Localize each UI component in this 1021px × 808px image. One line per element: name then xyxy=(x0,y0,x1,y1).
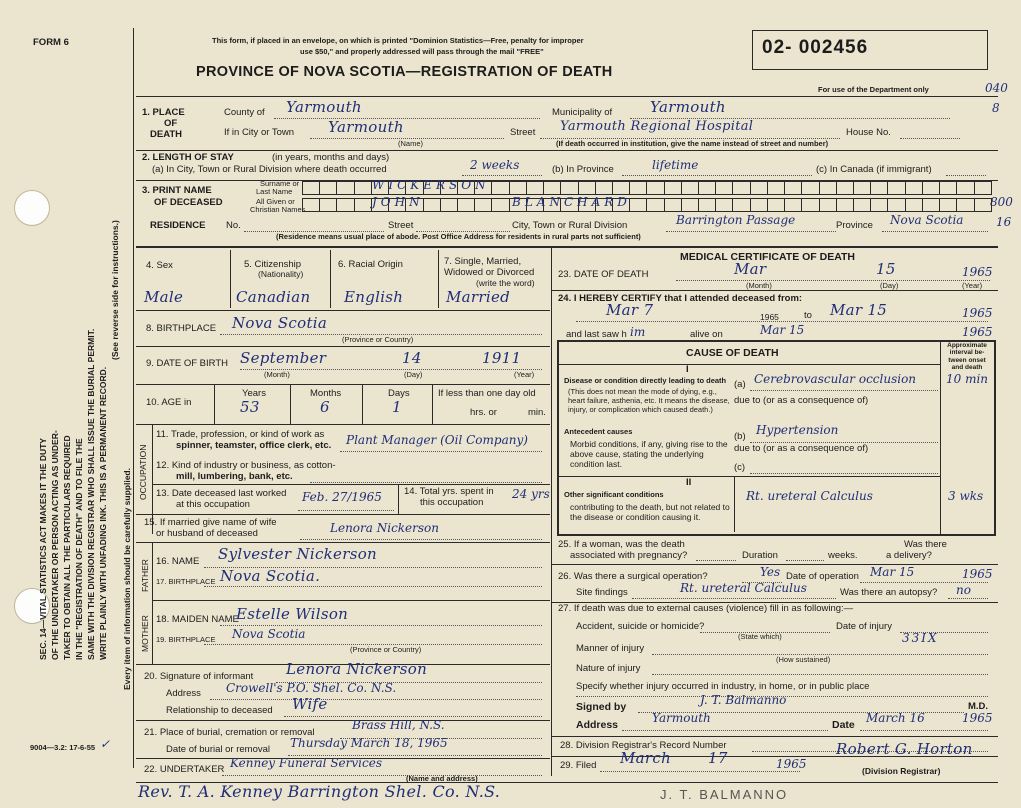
label-date-op: Date of operation xyxy=(786,571,859,582)
label-trade-2: spinner, teamster, office clerk, etc. xyxy=(176,440,332,451)
label-to: to xyxy=(804,310,812,321)
rule xyxy=(786,560,824,561)
value-last-worked: Feb. 27/1965 xyxy=(302,490,382,504)
label-residence-street: Street xyxy=(388,220,414,231)
label-disease-note: (This does not mean the mode of dying, e.g., heart failure, asthenia, etc. It means the disease, injury, or complication which caused death.) xyxy=(568,387,730,414)
value-signed-by: J. T. Balmanno xyxy=(700,693,787,707)
label-signed-by: Signed by xyxy=(576,701,627,713)
label-surname: Surname or xyxy=(260,179,300,188)
side-instruction-7: (See reverse side for instructions.) xyxy=(110,220,120,360)
label-other-significant: Other significant conditions xyxy=(564,490,664,499)
label-less-than-day: If less than one day old xyxy=(438,388,536,399)
value-date-b: March 16 xyxy=(866,711,925,725)
rule xyxy=(576,321,988,322)
rule xyxy=(632,598,836,599)
punch-hole xyxy=(14,190,50,226)
label-total-years: 14. Total yrs. spent in xyxy=(404,486,494,497)
side-instruction-2: OF THE UNDERTAKER OR PERSON ACTING AS UNDER- xyxy=(50,430,60,660)
label-age: 10. AGE in xyxy=(146,397,192,408)
value-stay-b: lifetime xyxy=(652,158,699,172)
label-industry: 12. Kind of industry or business, as cotton- xyxy=(156,460,336,471)
rule xyxy=(214,384,215,424)
label-state-which: (State which) xyxy=(738,632,782,641)
label-date-b: Date xyxy=(832,719,855,731)
value-trade: Plant Manager (Oil Company) xyxy=(346,433,528,447)
dept-code-3: 800 xyxy=(990,195,1013,209)
label-place-of-death: 1. PLACE xyxy=(142,107,185,118)
rule xyxy=(136,346,550,347)
rule xyxy=(948,598,988,599)
label-roman-2: II xyxy=(686,477,692,488)
value-date-b-year: 1965 xyxy=(962,711,993,725)
label-dob: 9. DATE OF BIRTH xyxy=(146,358,228,369)
value-spouse: Lenora Nickerson xyxy=(330,521,440,535)
value-age-months: 6 xyxy=(320,398,330,416)
value-manner-code: 33IX xyxy=(902,631,939,645)
residence-note: (Residence means usual place of abode. Post Office Address for residents in rural parts not sufficient) xyxy=(276,232,641,241)
value-address-b: Yarmouth xyxy=(652,711,711,725)
value-autopsy: no xyxy=(956,583,971,597)
rule xyxy=(666,231,836,232)
rule xyxy=(330,250,331,308)
label-print-name: 3. PRINT NAME xyxy=(142,185,212,196)
rule xyxy=(136,720,550,721)
value-marital: Married xyxy=(446,288,511,306)
label-antecedent-note: Morbid conditions, if any, giving rise to the above cause, stating the underlying condition last. xyxy=(570,439,728,470)
rule xyxy=(398,484,399,514)
rule xyxy=(274,118,540,119)
rule xyxy=(362,384,363,424)
side-instruction-1: SEC. 14—VITAL STATISTICS ACT MAKES IT THE DUTY xyxy=(38,438,48,660)
rule xyxy=(152,542,153,664)
dept-code-4: 16 xyxy=(996,215,1012,229)
side-instruction-5: SAME WITH THE DIVISION REGISTRAR WHO SHALL ISSUE THE BURIAL PERMIT. xyxy=(86,328,96,660)
value-other-interval: 3 wks xyxy=(948,489,984,503)
label-hrs: hrs. or xyxy=(470,407,497,418)
label-marital-2: Widowed or Divorced xyxy=(444,267,535,278)
label-birthplace: 8. BIRTHPLACE xyxy=(146,323,217,334)
rule xyxy=(136,150,998,151)
label-months: Months xyxy=(310,388,342,399)
label-prov-country-2: (Province or Country) xyxy=(350,645,422,654)
rule xyxy=(310,482,542,483)
value-dob-year: 1911 xyxy=(482,349,522,367)
label-sex: 4. Sex xyxy=(146,260,173,271)
cause-of-death-title: CAUSE OF DEATH xyxy=(686,347,779,359)
label-of-deceased: OF DECEASED xyxy=(154,197,223,208)
label-pregnancy-2: associated with pregnancy? xyxy=(570,550,688,561)
label-duration: Duration xyxy=(742,550,778,561)
bottom-note: Rev. T. A. Kenney Barrington Shel. Co. N.S. xyxy=(138,782,501,801)
tick-mark: ✓ xyxy=(100,737,111,751)
label-filed: 29. Filed xyxy=(560,760,597,771)
label-father-name: 16. NAME xyxy=(156,556,200,567)
label-burial-place: 21. Place of burial, cremation or removal xyxy=(144,727,315,738)
label-residence-province: Province xyxy=(836,220,873,231)
rule xyxy=(558,476,940,477)
label-length-sub: (in years, months and days) xyxy=(272,152,390,163)
rule xyxy=(152,600,550,601)
value-last-saw-h: im xyxy=(630,325,646,339)
value-city: Yarmouth xyxy=(328,118,404,136)
rule xyxy=(676,280,990,281)
label-length-of-stay: 2. LENGTH OF STAY xyxy=(142,152,234,163)
label-christian: Christian Names xyxy=(250,205,306,214)
label-address-b: Address xyxy=(576,719,619,731)
value-surgical: Yes xyxy=(760,565,781,579)
label-min: min. xyxy=(528,407,546,418)
label-marital: 7. Single, Married, xyxy=(444,256,522,267)
footer-code: 9004—3.2: 17-6-55 xyxy=(30,743,96,752)
value-cause-a-interval: 10 min xyxy=(946,372,989,386)
label-disease: Disease or condition directly leading to death xyxy=(564,376,727,385)
value-dob-month: September xyxy=(240,349,327,367)
value-informant-address: Crowell's P.O. Shel. Co. N.S. xyxy=(226,681,397,695)
label-name-address: (Name and address) xyxy=(406,774,478,783)
label-all-given: All Given or xyxy=(256,197,295,206)
value-res-province: Nova Scotia xyxy=(890,213,964,227)
rule xyxy=(340,451,542,452)
value-filed-year: 1965 xyxy=(776,757,807,771)
label-due-to-2: due to (or as a consequence of) xyxy=(734,443,869,454)
label-date-injury: Date of injury xyxy=(836,621,892,632)
value-county: Yarmouth xyxy=(286,98,362,116)
rule xyxy=(438,250,439,308)
value-surname: WICKERSON xyxy=(372,178,490,192)
label-of: OF xyxy=(164,118,178,129)
label-site-findings: Site findings xyxy=(576,587,628,598)
label-father-vertical: FATHER xyxy=(140,559,150,592)
label-autopsy: Was there an autopsy? xyxy=(840,587,938,598)
label-residence: RESIDENCE xyxy=(150,220,206,231)
rule xyxy=(552,736,998,737)
value-alive-year: 1965 xyxy=(962,325,993,339)
value-undertaker: Kenney Funeral Services xyxy=(230,756,382,770)
label-last-name: Last Name xyxy=(256,187,293,196)
rule xyxy=(940,340,941,534)
department-use: For use of the Department only xyxy=(818,85,929,94)
label-last-saw: and last saw h xyxy=(566,329,627,340)
label-division-registrar: (Division Registrar) xyxy=(862,766,941,776)
label-days: Days xyxy=(388,388,410,399)
value-attend-from-year: 1965 xyxy=(760,312,779,322)
value-age-days: 1 xyxy=(392,398,402,416)
dept-code-1: 040 xyxy=(985,81,1008,95)
value-birthplace: Nova Scotia xyxy=(232,314,328,332)
value-dod-month: Mar xyxy=(734,260,767,278)
value-citizenship: Canadian xyxy=(236,288,311,306)
label-stay-c: (c) In Canada (if immigrant) xyxy=(816,164,932,175)
value-findings: Rt. ureteral Calculus xyxy=(680,581,807,595)
rule xyxy=(284,716,542,717)
value-res-city: Barrington Passage xyxy=(676,213,796,227)
rule xyxy=(462,175,542,176)
medical-certificate-title: MEDICAL CERTIFICATE OF DEATH xyxy=(680,251,855,263)
label-mother-birthplace: 19. BIRTHPLACE xyxy=(156,635,216,644)
rule xyxy=(230,250,231,308)
value-burial-date: Thursday March 18, 1965 xyxy=(290,736,448,750)
label-county: County of xyxy=(224,107,265,118)
form-title: PROVINCE OF NOVA SCOTIA—REGISTRATION OF DEATH xyxy=(196,64,613,80)
rule xyxy=(220,625,542,626)
form-number: FORM 6 xyxy=(33,37,69,48)
rule xyxy=(136,542,550,543)
label-residence-city: City, Town or Rural Division xyxy=(512,220,628,231)
label-city-town: If in City or Town xyxy=(224,127,295,138)
rule xyxy=(204,586,542,587)
registration-number: 02- 002456 xyxy=(762,37,869,58)
value-registrar-signature: Robert G. Horton xyxy=(836,740,973,758)
label-approx-interval: Approximate interval be- tween onset and death xyxy=(947,342,987,372)
label-last-worked-2: at this occupation xyxy=(176,499,250,510)
rule xyxy=(136,246,998,248)
label-reg-record: 28. Division Registrar's Record Number xyxy=(560,740,727,751)
value-op-year: 1965 xyxy=(962,567,993,581)
value-alive-on: Mar 15 xyxy=(760,323,805,337)
rule xyxy=(300,539,542,540)
label-other-significant-note: contributing to the death, but not related to the disease or condition causing it. xyxy=(570,502,730,523)
label-date-of-death: 23. DATE OF DEATH xyxy=(558,269,649,280)
label-spouse: 15. If married give name of wife xyxy=(144,517,277,528)
label-relationship: Relationship to deceased xyxy=(166,705,273,716)
left-margin-rule xyxy=(133,28,134,768)
rule xyxy=(622,730,828,731)
label-last-worked: 13. Date deceased last worked xyxy=(156,488,287,499)
label-dod-month: (Month) xyxy=(746,281,772,290)
label-cause-c: (c) xyxy=(734,462,746,473)
value-municipality: Yarmouth xyxy=(650,98,726,116)
label-father-birthplace: 17. BIRTHPLACE xyxy=(156,577,216,586)
rule xyxy=(136,96,998,97)
label-residence-no: No. xyxy=(226,220,241,231)
label-delivery-2: a delivery? xyxy=(886,550,932,561)
label-occupation-vertical: OCCUPATION xyxy=(138,444,148,500)
label-mother-maiden: 18. MAIDEN NAME xyxy=(156,614,239,625)
label-cause-b: (b) xyxy=(734,431,746,442)
value-father-birthplace: Nova Scotia. xyxy=(220,567,321,585)
label-informant: 20. Signature of informant xyxy=(144,671,254,682)
value-informant: Lenora Nickerson xyxy=(286,660,428,678)
rule xyxy=(734,476,735,532)
side-instruction-6: WRITE PLAINLY WITH UNFADING INK. THIS IS A PERMANENT RECORD. xyxy=(98,366,108,660)
rule xyxy=(551,246,552,776)
label-house-no: House No. xyxy=(846,127,891,138)
label-md: M.D. xyxy=(968,701,989,712)
rule xyxy=(290,384,291,424)
rule xyxy=(860,730,988,731)
label-dod-year: (Year) xyxy=(962,281,983,290)
rule xyxy=(558,364,940,365)
label-cause-a: (a) xyxy=(734,379,746,390)
label-accident: Accident, suicide or homicide? xyxy=(576,621,705,632)
value-age-years: 53 xyxy=(240,398,260,416)
rule xyxy=(136,310,550,311)
rule xyxy=(946,175,986,176)
rule xyxy=(432,384,433,424)
label-weeks: weeks. xyxy=(828,550,858,561)
label-antecedent: Antecedent causes xyxy=(564,427,633,436)
label-external: 27. If death was due to external causes (violence) fill in as following:— xyxy=(558,603,854,614)
label-manner: Manner of injury xyxy=(576,643,645,654)
mailing-note-2: use $50," and properly addressed will pass through the mail "FREE" xyxy=(300,47,544,56)
value-stay-a: 2 weeks xyxy=(470,158,520,172)
value-total-years: 24 yrs xyxy=(512,487,550,501)
side-instruction-8: Every item of information should be carefully supplied. xyxy=(122,468,132,690)
rule xyxy=(152,484,550,485)
label-spouse-2: or husband of deceased xyxy=(156,528,258,539)
side-instruction-3: TAKER TO OBTAIN ALL THE PARTICULARS REQUIRED xyxy=(62,435,72,660)
rule xyxy=(900,138,960,139)
label-racial: 6. Racial Origin xyxy=(338,259,403,270)
label-mother-vertical: MOTHER xyxy=(140,615,150,652)
value-given-2: BLANCHARD xyxy=(512,195,631,209)
label-month: (Month) xyxy=(264,370,290,379)
rule xyxy=(750,390,938,391)
rule xyxy=(136,384,550,385)
value-attend-to-year: 1965 xyxy=(962,306,993,320)
dept-code-2: 8 xyxy=(992,101,1000,115)
label-roman-1: I xyxy=(686,364,689,375)
label-certify: 24. I HEREBY CERTIFY that I attended deceased from: xyxy=(558,293,803,304)
label-address: Address xyxy=(166,688,201,699)
value-sex: Male xyxy=(144,288,184,306)
value-cause-a: Cerebrovascular occlusion xyxy=(754,372,917,386)
value-mother-birthplace: Nova Scotia xyxy=(232,627,306,641)
rule xyxy=(222,775,542,776)
mailing-note-1: This form, if placed in an envelope, on which is printed "Dominion Statistics—Free, penalty for improper xyxy=(212,36,584,45)
value-burial-place: Brass Hill, N.S. xyxy=(352,718,445,732)
value-mother: Estelle Wilson xyxy=(236,605,349,623)
rule xyxy=(210,699,542,700)
value-attend-from: Mar 7 xyxy=(606,301,654,319)
value-given-1: JOHN xyxy=(372,195,424,209)
value-cause-b: Hypertension xyxy=(756,423,839,437)
side-instruction-4: IN THE "REGISTRATION OF DEATH" AND TO FILE THE xyxy=(74,438,84,660)
label-industry-2: mill, lumbering, bank, etc. xyxy=(176,471,293,482)
label-burial-date: Date of burial or removal xyxy=(166,744,271,755)
label-death: DEATH xyxy=(150,129,183,140)
value-date-op: Mar 15 xyxy=(870,565,915,579)
label-trade: 11. Trade, profession, or kind of work as xyxy=(156,429,325,440)
rule xyxy=(136,424,550,425)
bottom-name: J. T. BALMANNO xyxy=(660,787,789,802)
value-filed-day: 17 xyxy=(708,749,728,767)
label-dod-day: (Day) xyxy=(880,281,899,290)
rule xyxy=(652,674,988,675)
label-pregnancy: 25. If a woman, was the death xyxy=(558,539,685,550)
institution-note: (If death occurred in institution, give the name instead of street and number) xyxy=(556,139,829,148)
label-prov-country: (Province or Country) xyxy=(342,335,414,344)
label-delivery: Was there xyxy=(904,539,947,550)
label-marital-3: (write the word) xyxy=(476,278,535,288)
label-specify: Specify whether injury occurred in industry, in home, or in public place xyxy=(576,681,870,692)
label-citizenship: 5. Citizenship xyxy=(244,259,302,270)
label-street: Street xyxy=(510,127,536,138)
value-racial: English xyxy=(344,288,404,306)
label-surgical: 26. Was there a surgical operation? xyxy=(558,571,708,582)
label-how-sustained: (How sustained) xyxy=(776,655,831,664)
label-municipality: Municipality of xyxy=(552,107,613,118)
value-relationship: Wife xyxy=(292,695,328,713)
value-filed-month: March xyxy=(620,749,672,767)
rule xyxy=(136,514,550,515)
label-name-hint: (Name) xyxy=(398,139,424,148)
rule xyxy=(882,231,988,232)
label-stay-b: (b) In Province xyxy=(552,164,614,175)
value-attend-to: Mar 15 xyxy=(830,301,888,319)
value-other-conditions: Rt. ureteral Calculus xyxy=(746,489,873,503)
label-total-years-2: this occupation xyxy=(420,497,484,508)
label-alive-on: alive on xyxy=(690,329,723,340)
value-street: Yarmouth Regional Hospital xyxy=(560,119,754,134)
label-undertaker: 22. UNDERTAKER xyxy=(144,764,225,775)
value-father: Sylvester Nickerson xyxy=(218,545,377,563)
rule xyxy=(552,290,998,291)
rule xyxy=(622,175,812,176)
label-nationality: (Nationality) xyxy=(258,269,304,279)
label-year: (Year) xyxy=(514,370,535,379)
label-day: (Day) xyxy=(404,370,423,379)
rule xyxy=(696,560,736,561)
value-dob-day: 14 xyxy=(402,349,422,367)
value-dod-day: 15 xyxy=(876,260,896,278)
label-nature: Nature of injury xyxy=(576,663,641,674)
rule xyxy=(298,510,394,511)
label-years: Years xyxy=(242,388,266,399)
label-stay-a: (a) In City, Town or Rural Division where death occurred xyxy=(152,164,387,175)
rule xyxy=(750,473,938,474)
label-due-to-1: due to (or as a consequence of) xyxy=(734,395,869,406)
rule xyxy=(600,771,800,772)
value-dod-year: 1965 xyxy=(962,265,993,279)
